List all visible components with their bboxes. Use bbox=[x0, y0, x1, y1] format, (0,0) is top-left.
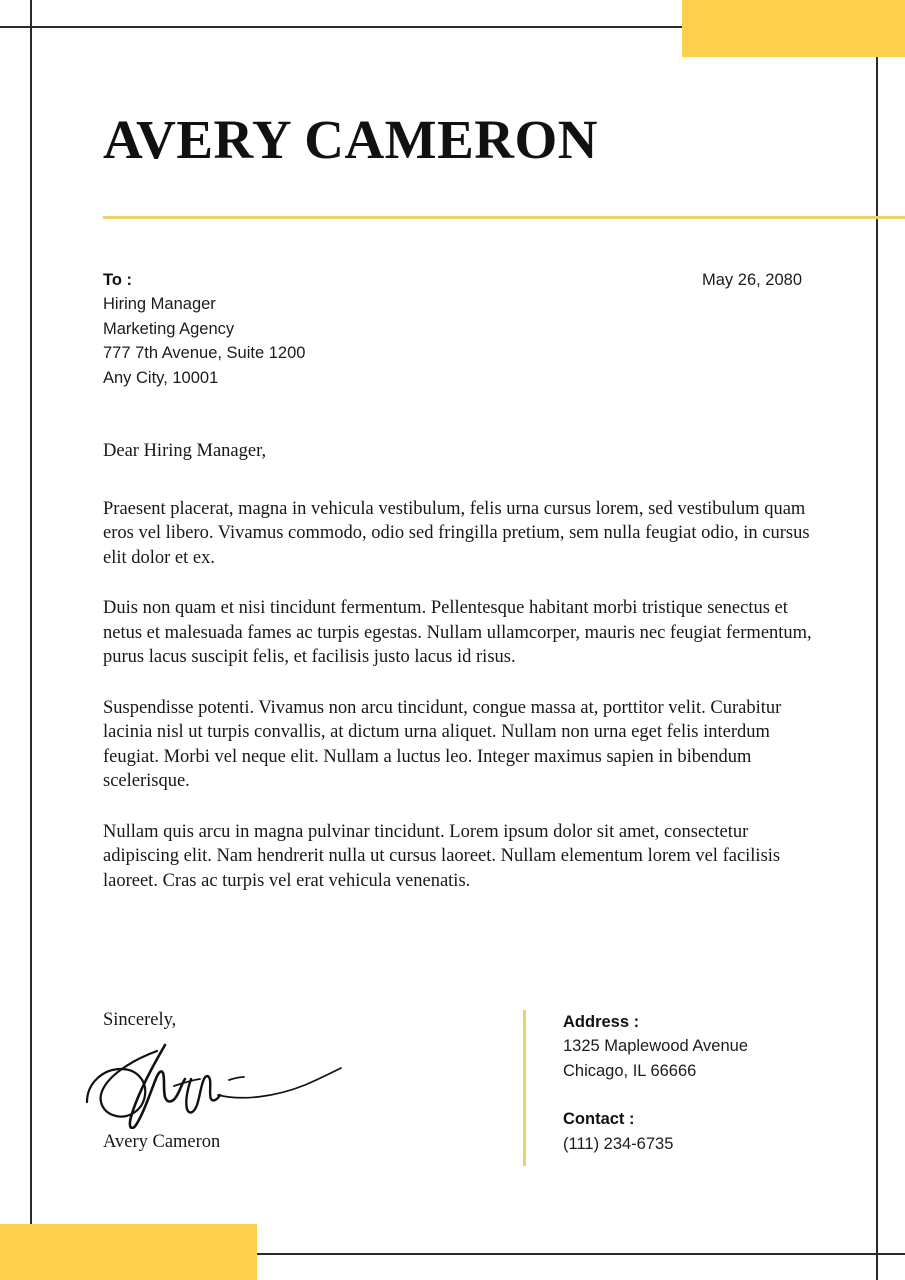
letter-body bbox=[103, 439, 815, 893]
body-paragraph: Nullam quis arcu in magna pulvinar tincidunt. Lorem ipsum dolor sit amet, consectetur adipiscing elit. Nam hendrerit nulla ut cursus laoreet. Nullam elementum lorem vel facilisis laoreet. Cras ac turpis vel erat vehicula venenatis. bbox=[103, 821, 781, 891]
frame-line-right bbox=[876, 0, 878, 1280]
recipient-line: Marketing Agency bbox=[103, 319, 235, 338]
contact-label: Contact : bbox=[563, 1110, 635, 1129]
accent-block-bottom-left bbox=[0, 1224, 257, 1280]
header-divider-rule bbox=[103, 216, 905, 219]
body-paragraph: Duis non quam et nisi tincidunt fermentum. Pellentesque habitant morbi tristique senectus et netus et malesuada fames ac turpis egestas. Nullam ullamcorper, mauris nec feugiat fermentum, purus lacus suscipit felis, et facilisis justo lacus id risus. bbox=[103, 598, 812, 667]
body-paragraph: Praesent placerat, magna in vehicula vestibulum, felis urna cursus lorem, sed vestibulum quam eros vel libero. Vivamus commodo, odio sed fringilla pretium, sem nulla feugiat odio, in cursus elit dolor et ex. bbox=[103, 498, 810, 568]
address-line: Chicago, IL 66666 bbox=[563, 1061, 697, 1080]
closing-block bbox=[103, 1009, 483, 1153]
address-line: 1325 Maplewood Avenue bbox=[563, 1037, 749, 1056]
recipient-line: Any City, 10001 bbox=[103, 368, 219, 387]
body-paragraph: Suspendisse potenti. Vivamus non arcu tincidunt, congue massa at, porttitor velit. Curabitur lacinia nisl ut turpis convallis, at dictum urna aliquet. Nullam non urna eget felis interdum feugiat. Morbi vel neque elit. Nullam a luctus leo. Integer maximus sapien in bibendum scelerisque. bbox=[103, 697, 782, 791]
signer-name: Avery Cameron bbox=[103, 1132, 221, 1152]
salutation: Dear Hiring Manager, bbox=[103, 441, 267, 461]
page-title: AVERY CAMERON bbox=[103, 109, 599, 170]
signature-icon bbox=[79, 1039, 379, 1129]
recipient-block bbox=[103, 268, 305, 390]
closing-salutation: Sincerely, bbox=[103, 1010, 177, 1030]
contact-spacer bbox=[563, 1083, 748, 1107]
address-label: Address : bbox=[563, 1013, 640, 1031]
phone-number: (111) 234-6735 bbox=[563, 1134, 674, 1153]
recipient-line: Hiring Manager bbox=[103, 295, 216, 314]
contact-block bbox=[523, 1010, 748, 1166]
to-label: To : bbox=[103, 271, 133, 289]
recipient-line: 777 7th Avenue, Suite 1200 bbox=[103, 344, 306, 363]
frame-line-left bbox=[30, 0, 32, 1280]
accent-block-top-right bbox=[682, 0, 905, 57]
letter-date: May 26, 2080 bbox=[702, 271, 802, 289]
